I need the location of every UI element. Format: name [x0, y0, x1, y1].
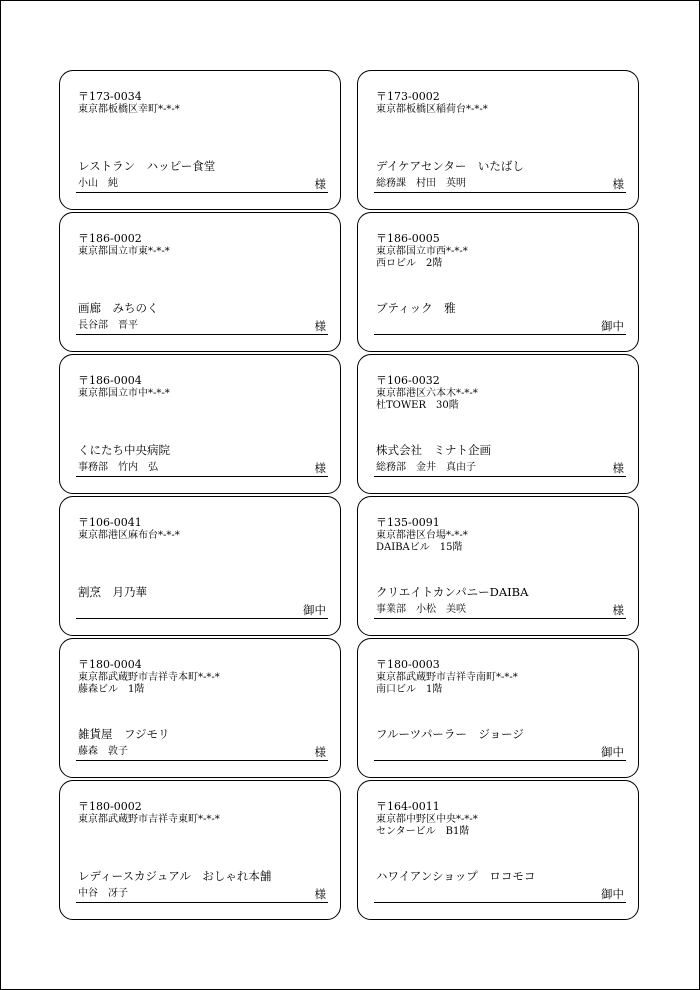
address-line: 東京都武蔵野市吉祥寺東町*-*-* — [78, 814, 220, 825]
address-building: 西ロビル 2階 — [376, 258, 443, 269]
address-label — [357, 780, 639, 920]
address-line: 東京都武蔵野市吉祥寺本町*-*-* — [78, 672, 220, 683]
company-name: 雑貨屋 フジモリ — [78, 727, 170, 741]
honorific: 御中 — [601, 319, 624, 333]
address-building: 杜TOWER 30階 — [376, 400, 459, 411]
company-name: 画廊 みちのく — [78, 301, 159, 315]
honorific: 様 — [612, 461, 624, 475]
honorific: 御中 — [601, 887, 624, 901]
company-name: 株式会社 ミナト企画 — [376, 443, 491, 457]
company-name: レディースカジュアル おしゃれ本舗 — [78, 869, 272, 883]
company-name: レストラン ハッピー食堂 — [78, 159, 216, 173]
postal-code: 〒106-0032 — [376, 374, 440, 387]
honorific: 様 — [612, 603, 624, 617]
recipient-name: 総務部 金井 真由子 — [376, 462, 476, 473]
honorific: 様 — [314, 177, 326, 191]
address-line: 東京都国立市東*-*-* — [78, 246, 170, 257]
address-label — [357, 354, 639, 494]
address-building: 藤森ビル 1階 — [78, 684, 145, 695]
address-label — [59, 354, 341, 494]
postal-code: 〒173-0034 — [78, 90, 142, 103]
recipient-name: 総務課 村田 英明 — [376, 178, 466, 189]
address-label — [59, 70, 341, 210]
underline — [374, 618, 626, 619]
address-label — [357, 212, 639, 352]
address-label — [357, 70, 639, 210]
address-building: センタービル B1階 — [376, 826, 470, 837]
company-name: フルーツパーラー ジョージ — [376, 727, 524, 741]
address-line: 東京都中野区中央*-*-* — [376, 814, 478, 825]
address-building: DAIBAビル 15階 — [376, 542, 463, 553]
underline — [374, 902, 626, 903]
honorific: 様 — [612, 177, 624, 191]
postal-code: 〒135-0091 — [376, 516, 440, 529]
postal-code: 〒180-0002 — [78, 800, 142, 813]
address-line: 東京都港区六本木*-*-* — [376, 388, 478, 399]
address-building: 南口ビル 1階 — [376, 684, 443, 695]
postal-code: 〒180-0003 — [376, 658, 440, 671]
recipient-name: 藤森 敦子 — [78, 746, 128, 757]
honorific: 様 — [314, 461, 326, 475]
address-label — [357, 496, 639, 636]
company-name: 割烹 月乃華 — [78, 585, 147, 599]
recipient-name: 事業部 小松 美咲 — [376, 604, 466, 615]
underline — [374, 334, 626, 335]
company-name: ブティック 雅 — [376, 301, 456, 315]
address-label — [357, 638, 639, 778]
address-line: 東京都港区麻布台*-*-* — [78, 530, 180, 541]
address-label — [59, 496, 341, 636]
address-line: 東京都港区台場*-*-* — [376, 530, 468, 541]
underline — [76, 618, 328, 619]
address-line: 東京都国立市中*-*-* — [78, 388, 170, 399]
postal-code: 〒186-0002 — [78, 232, 142, 245]
underline — [76, 192, 328, 193]
honorific: 様 — [314, 887, 326, 901]
company-name: ハワイアンショップ ロコモコ — [376, 869, 536, 883]
underline — [76, 334, 328, 335]
honorific: 様 — [314, 319, 326, 333]
postal-code: 〒180-0004 — [78, 658, 142, 671]
postal-code: 〒186-0005 — [376, 232, 440, 245]
recipient-name: 小山 純 — [78, 178, 118, 189]
underline — [374, 476, 626, 477]
address-line: 東京都板橋区稲荷台*-*-* — [376, 104, 488, 115]
company-name: くにたち中央病院 — [78, 443, 170, 457]
recipient-name: 事務部 竹内 弘 — [78, 462, 158, 473]
postal-code: 〒173-0002 — [376, 90, 440, 103]
address-label — [59, 780, 341, 920]
honorific: 様 — [314, 745, 326, 759]
honorific: 御中 — [303, 603, 326, 617]
recipient-name: 中谷 冴子 — [78, 888, 128, 899]
company-name: クリエイトカンパニーDAIBA — [376, 585, 529, 599]
address-line: 東京都国立市西*-*-* — [376, 246, 468, 257]
company-name: デイケアセンター いたばし — [376, 159, 524, 173]
postal-code: 〒106-0041 — [78, 516, 142, 529]
address-line: 東京都板橋区幸町*-*-* — [78, 104, 180, 115]
recipient-name: 長谷部 晋平 — [78, 320, 138, 331]
underline — [374, 760, 626, 761]
address-line: 東京都武蔵野市吉祥寺南町*-*-* — [376, 672, 518, 683]
underline — [374, 192, 626, 193]
underline — [76, 760, 328, 761]
address-label — [59, 638, 341, 778]
honorific: 御中 — [601, 745, 624, 759]
underline — [76, 902, 328, 903]
postal-code: 〒164-0011 — [376, 800, 440, 813]
address-label — [59, 212, 341, 352]
postal-code: 〒186-0004 — [78, 374, 142, 387]
underline — [76, 476, 328, 477]
